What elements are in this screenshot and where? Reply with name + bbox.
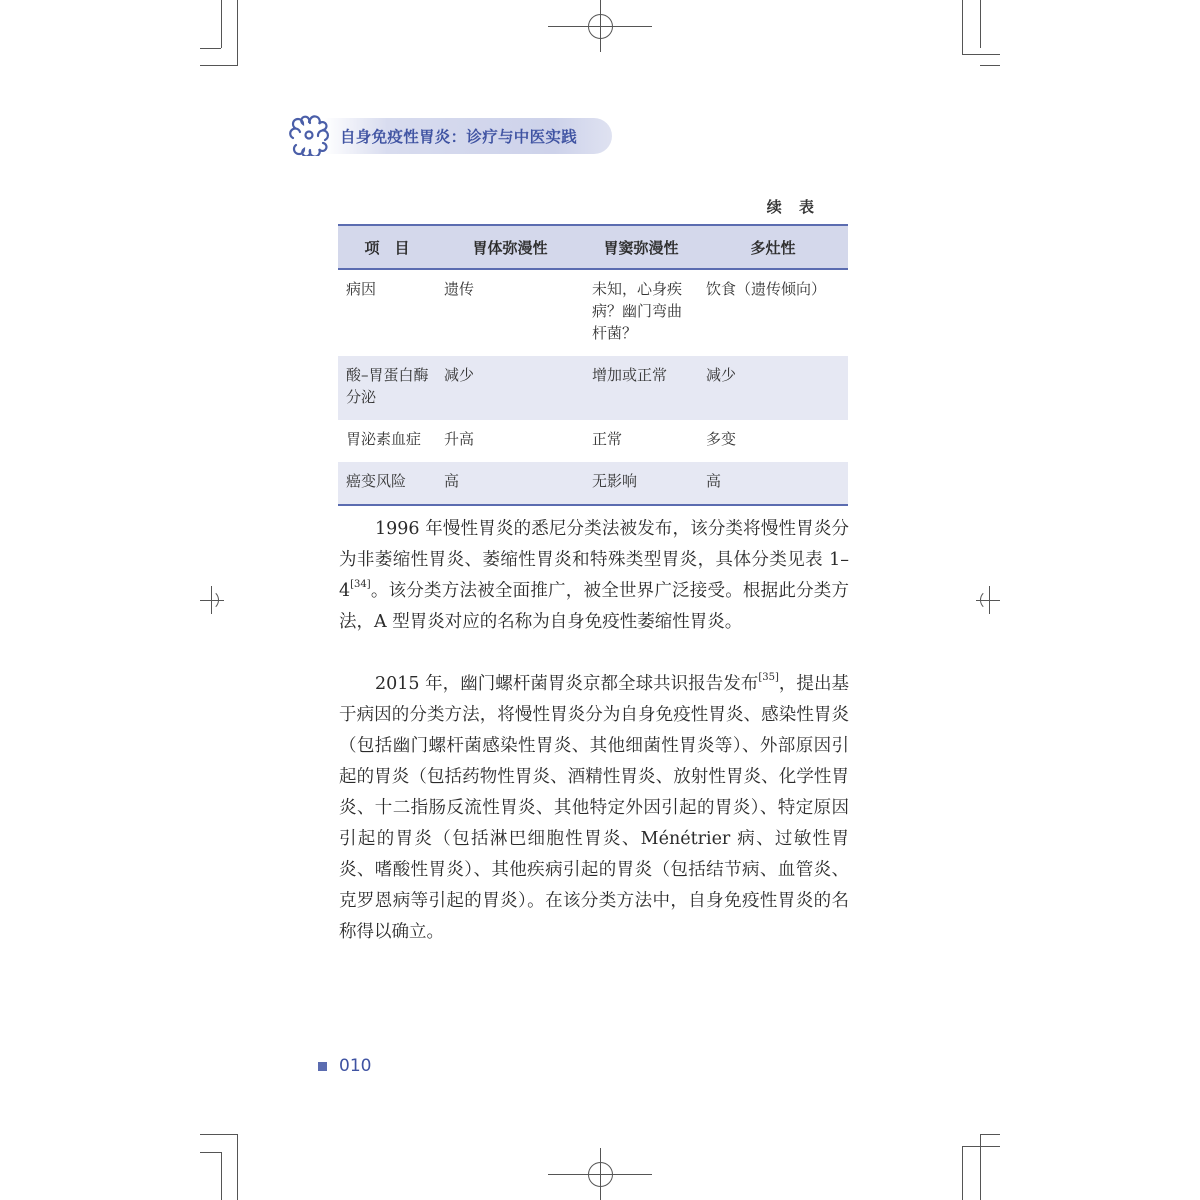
body-paragraph-kyoto [339,669,849,948]
table-cell: 癌变风险 [338,462,436,505]
table-header-row [338,225,848,269]
citation-35: [35] [758,672,779,683]
table-cell: 高 [698,462,848,505]
page-footer [318,1054,371,1078]
table-cell: 酸–胃蛋白酶分泌 [338,356,436,420]
book-title: 自身免疫性胃炎：诊疗与中医实践 [340,128,578,146]
square-bullet-icon [318,1062,327,1071]
table-cell: 正常 [592,430,623,448]
classification-table [338,224,848,506]
table-cell: 增加或正常 [584,356,698,420]
body-paragraph-sydney [339,514,849,638]
paragraph-text: 2015 年，幽门螺杆菌胃炎京都全球共识报告发布 [375,674,759,694]
column-header-multifocal: 多灶性 [698,225,848,269]
column-header-antral-diffuse: 胃窦弥漫性 [584,225,698,269]
column-header-item: 项 目 [338,225,436,269]
table-cell: 未知，心身疾病？幽门弯曲杆菌？ [592,280,683,342]
running-header [288,114,612,156]
table-row [338,269,848,356]
table-cell: 遗传 [444,280,475,298]
table-row [338,462,848,505]
paragraph-text: 1996 年慢性胃炎的悉尼分类法被发布，该分类将慢性胃炎分为非萎缩性胃炎、萎缩性胃炎和特殊类型胃炎，具体分类见表 1–4 [339,519,849,601]
table-cell: 升高 [444,430,475,448]
page-number: 010 [339,1056,372,1076]
cloud-pattern-logo-icon [288,114,330,156]
table-cell: 胃泌素血症 [346,430,422,448]
paragraph-text: ，提出基于病因的分类方法，将慢性胃炎分为自身免疫性胃炎、感染性胃炎（包括幽门螺杆菌感染性胃炎、其他细菌性胃炎等）、外部原因引起的胃炎（包括药物性胃炎、酒精性胃炎、放射性胃炎、化学性胃炎、十二指肠反流性胃炎、其他特定外因引起的胃炎）、特定原因引起的胃炎（包括淋巴细胞性胃炎、Ménétrier 病、过敏性胃炎、嗜酸性胃炎）、其他疾病引起的胃炎（包括结节病、血管炎、克罗恩病等引起的胃炎）。在该分类方法中，自身免疫性胃炎的名称得以确立。 [339,674,850,942]
table-cell: 饮食（遗传倾向） [706,280,827,298]
paragraph-text: 。该分类方法被全面推广，被全世界广泛接受。根据此分类方法，A 型胃炎对应的名称为自身免疫性萎缩性胃炎。 [339,581,849,632]
table-cell: 高 [436,462,584,505]
citation-34: [34] [350,579,371,590]
table-continued-label: 续 表 [766,198,820,216]
table-cell: 病因 [346,280,377,298]
table-row [338,356,848,420]
column-header-corpus-diffuse: 胃体弥漫性 [436,225,584,269]
table-row [338,420,848,462]
table-cell: 减少 [436,356,584,420]
table-cell: 减少 [698,356,848,420]
table-cell: 无影响 [584,462,698,505]
table-cell: 多变 [706,430,737,448]
